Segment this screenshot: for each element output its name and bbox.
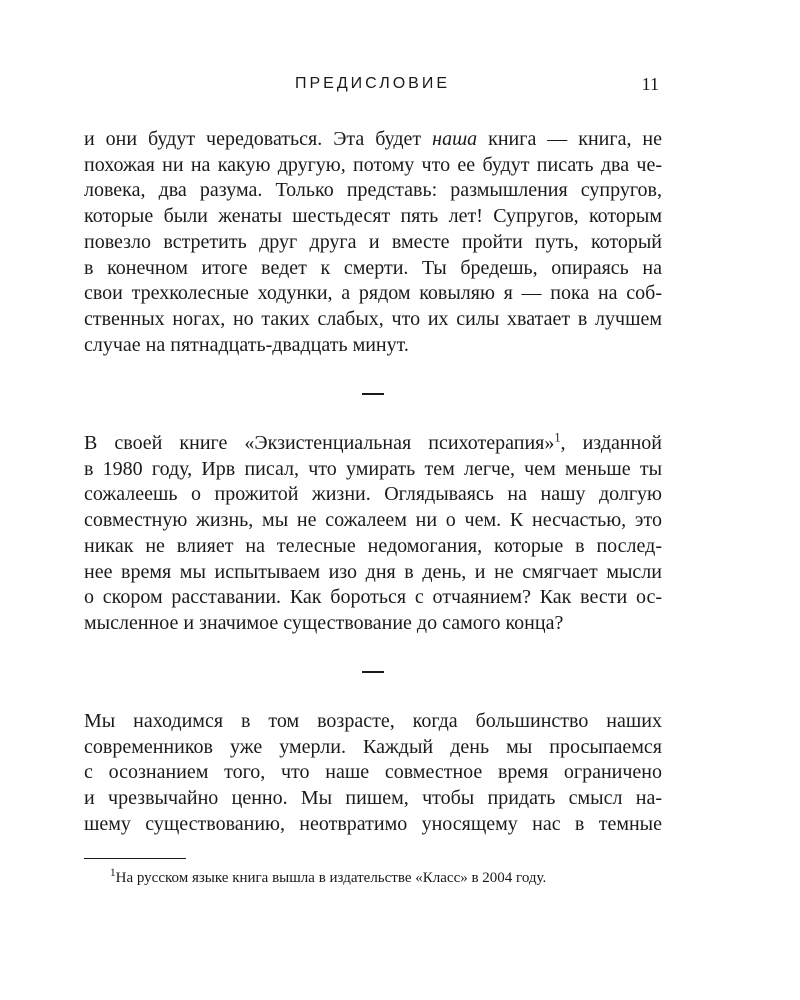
paragraph-line: о скором расставании. Как бороться с отчаянием? Как вести ос- bbox=[84, 586, 662, 609]
paragraph-line: шему существованию, неотвратимо уносящему нас в темные bbox=[84, 812, 662, 835]
paragraph-line: и они будут чередоваться. Эта будет наша книга — книга, не bbox=[84, 128, 662, 150]
paragraph-1 bbox=[84, 127, 662, 358]
page-number: 11 bbox=[641, 74, 659, 94]
paragraph-line: мысленное и значимое существование до самого конца? bbox=[84, 611, 564, 634]
paragraph-3 bbox=[84, 709, 662, 838]
paragraph-line: совместную жизнь, мы не сожалеем ни о чем. К несчастью, это bbox=[84, 509, 662, 532]
paragraph-line: случае на пятнадцать-двадцать минут. bbox=[84, 333, 409, 356]
paragraph-2 bbox=[84, 431, 662, 637]
footnote-divider bbox=[84, 858, 186, 859]
paragraph-line: никак не влияет на телесные недомогания, которые в послед- bbox=[84, 534, 662, 557]
paragraph-line: которые были женаты шестьдесят пять лет! Супругов, которым bbox=[84, 205, 662, 228]
paragraph-line: с осознанием того, что наше совместное время ограничено bbox=[84, 761, 662, 784]
italic-emphasis: наша bbox=[432, 128, 478, 150]
paragraph-line: в конечном итоге ведет к смерти. Ты бредешь, опираясь на bbox=[84, 256, 662, 279]
footnote-mark: 1 bbox=[110, 867, 116, 879]
paragraph-line: нее время мы испытываем изо дня в день, и не смягчает мысли bbox=[84, 560, 662, 583]
paragraph-line: В своей книге «Экзистенциальная психотерапия»$^1$, изданной bbox=[84, 430, 662, 454]
paragraph-line: сожалеешь о прожитой жизни. Оглядываясь на нашу долгую bbox=[84, 483, 662, 506]
paragraph-line: современников уже умерли. Каждый день мы просыпаемся bbox=[84, 735, 662, 758]
paragraph-line: похожая ни на какую другую, потому что ее будут писать два че- bbox=[84, 153, 662, 176]
paragraph-line: свои трехколесные ходунки, а рядом ковыляю я — пока на соб- bbox=[84, 282, 662, 305]
paragraph-line: ловека, два разума. Только представь: размышления супругов, bbox=[84, 179, 662, 202]
footnote bbox=[110, 868, 546, 888]
paragraph-line: и чрезвычайно ценно. Мы пишем, чтобы придать смысл на- bbox=[84, 787, 662, 810]
paragraph-line: повезло встретить друг друга и вместе пройти путь, который bbox=[84, 230, 662, 253]
section-separator bbox=[362, 393, 384, 395]
paragraph-line: Мы находимся в том возрасте, когда большинство наших bbox=[84, 710, 662, 732]
paragraph-line: в 1980 году, Ирв писал, что умирать тем легче, чем меньше ты bbox=[84, 457, 662, 480]
footnote-text: На русском языке книга вышла в издательстве «Класс» в 2004 году. bbox=[115, 870, 547, 886]
footnote-reference[interactable]: 1 bbox=[554, 430, 561, 445]
paragraph-line: ственных ногах, но таких слабых, что их силы хватает в лучшем bbox=[84, 307, 662, 330]
running-header-title: ПРЕДИСЛОВИЕ bbox=[295, 75, 450, 92]
section-separator bbox=[362, 671, 384, 673]
